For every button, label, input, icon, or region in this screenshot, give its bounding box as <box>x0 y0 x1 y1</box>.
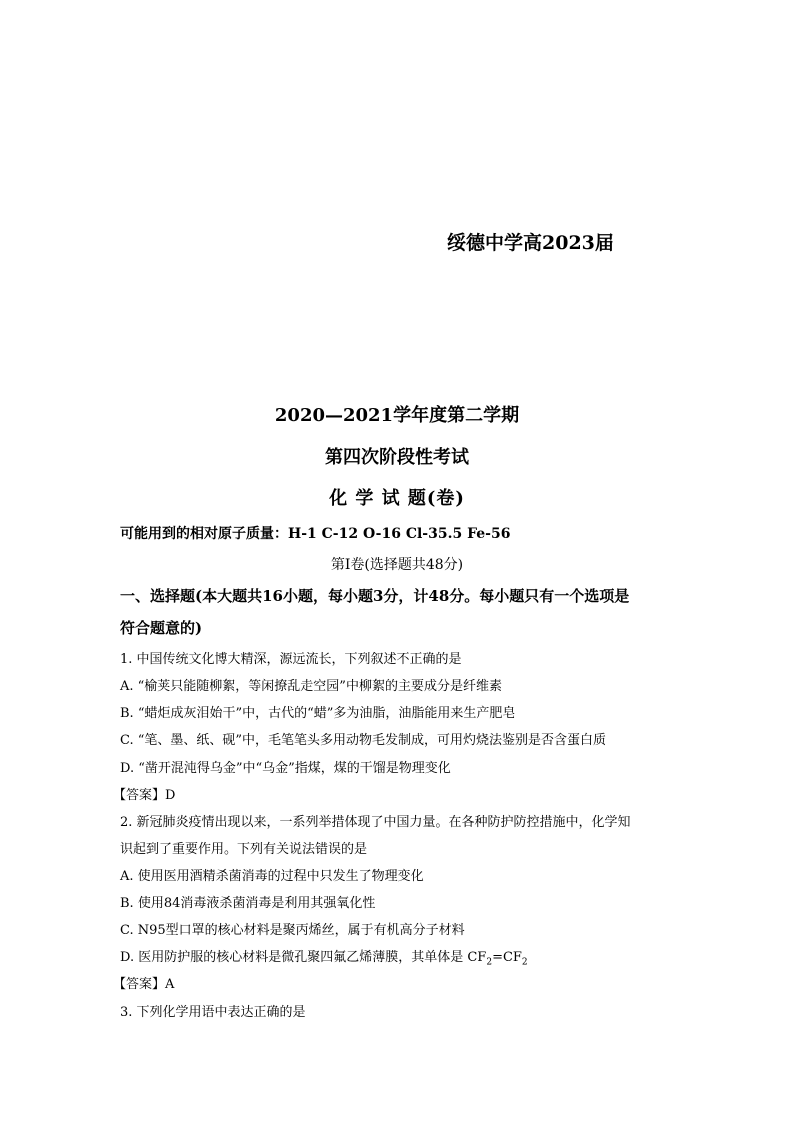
volume-title: 第Ⅰ卷(选择题共48分) <box>330 557 464 573</box>
q2-stem-line2: 识起到了重要作用。下列有关说法错误的是 <box>120 842 368 857</box>
q2-stem-line1: 2. 新冠肺炎疫情出现以来，一系列举措体现了中国力量。在各种防护防控措施中，化学知 <box>120 815 631 830</box>
q1-option-b: B. “蜡炬成灰泪始干”中，古代的“蜡”多为油脂，油脂能用来生产肥皂 <box>120 706 516 721</box>
q2-option-d-sub1: 2 <box>486 957 493 968</box>
q2-option-d-sub2: 2 <box>521 957 528 968</box>
q1-option-c: C. “笔、墨、纸、砚”中，毛笔笔头多用动物毛发制成，可用灼烧法鉴别是否含蛋白质 <box>120 733 607 748</box>
q2-option-d-mid: =CF <box>492 950 522 965</box>
q2-answer: 【答案】A <box>113 977 175 992</box>
school-title: 绥德中学高2023届 <box>447 232 614 254</box>
q2-option-a: A. 使用医用酒精杀菌消毒的过程中只发生了物理变化 <box>120 869 424 884</box>
q2-option-b: B. 使用84消毒液杀菌消毒是利用其强氧化性 <box>120 896 376 911</box>
subject-title: 化 学 试 题(卷) <box>329 488 465 509</box>
exam-name: 第四次阶段性考试 <box>325 447 469 468</box>
q2-option-d <box>120 946 528 968</box>
atomic-masses: 可能用到的相对原子质量：H-1 C-12 O-16 Cl-35.5 Fe-56 <box>120 526 511 542</box>
q2-option-d-text: D. 医用防护服的核心材料是微孔聚四氟乙烯薄膜，其单体是 CF <box>120 950 487 965</box>
q1-option-d: D. “凿开混沌得乌金”中“乌金”指煤，煤的干馏是物理变化 <box>120 761 451 776</box>
section-heading-line2: 符合题意的) <box>120 619 203 637</box>
section-heading-line1: 一、选择题(本大题共16小题，每小题3分，计48分。每小题只有一个选项是 <box>120 587 630 605</box>
q2-option-c: C. N95型口罩的核心材料是聚丙烯丝，属于有机高分子材料 <box>120 923 465 938</box>
q1-answer: 【答案】D <box>113 788 176 803</box>
q1-option-a: A. “榆荚只能随柳絮，等闲撩乱走空园”中柳絮的主要成分是纤维素 <box>120 679 502 694</box>
exam-year: 2020—2021学年度第二学期 <box>274 405 520 426</box>
q3-stem: 3. 下列化学用语中表达正确的是 <box>120 1005 306 1020</box>
q1-stem: 1. 中国传统文化博大精深，源远流长，下列叙述不正确的是 <box>120 652 462 667</box>
